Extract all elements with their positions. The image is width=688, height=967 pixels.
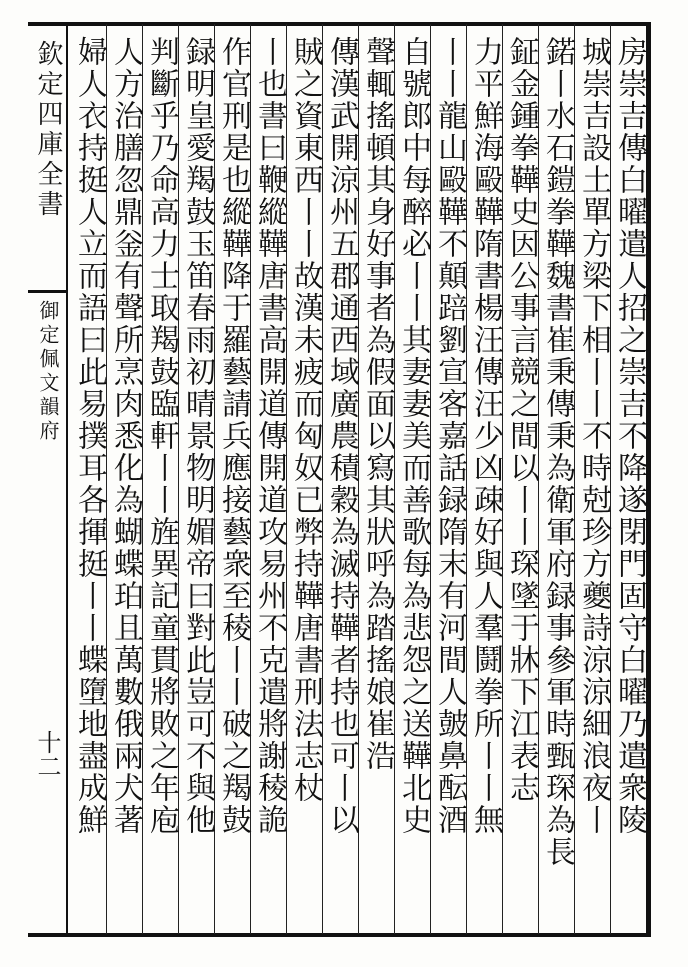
volume-title: 御定佩文韻府 xyxy=(36,300,60,444)
text-column: 傳漢武開涼州五郡通西域廣農積穀為滅持鞾者持也可丨以 xyxy=(324,36,359,836)
text-column: 人方治膳忽鼎釡有聲所烹肉悉化為蝴蝶珀且萬數俄兩犬著 xyxy=(108,36,143,836)
text-column: 賊之資東西丨丨故漢未疲而匈奴已弊持鞾唐書刑法志杖 xyxy=(288,36,323,804)
top-border xyxy=(28,22,648,26)
bottom-border xyxy=(28,933,648,937)
text-column: 鍩丨水石鎧拳鞾魏書崔秉傳秉為衛軍府録事參軍時甄琛為長 xyxy=(540,36,575,868)
text-column: 丨也書曰鞭縱鞾唐書高開道傳開道攻易州不克遣將謝稜詭 xyxy=(252,36,287,836)
text-column: 作官刑是也縱鞾降于羅藝請兵應接藝衆至稜丨丨破之羯鼓 xyxy=(216,36,251,836)
text-column: 丨丨龍山毆鞾不顛踣劉宣客嘉話録隋末有河間人皷鼻酝酒 xyxy=(432,36,467,836)
page-number: 十二 xyxy=(33,730,61,778)
text-column: 房崇吉傳白曜遣人招之崇吉不降遂閉門固守白曜乃遣衆陵 xyxy=(612,36,647,836)
text-column: 力平鮮海毆鞾隋書楊汪傳汪少凶疎好與人羣鬪拳所丨丨無 xyxy=(468,36,503,836)
text-column: 聲輒搖頓其身好事者為假面以寫其狀呼為踏搖娘崔浩 xyxy=(360,36,395,772)
text-column: 判斷乎乃命高力士取羯鼓臨軒丨丨旌異記童貫將敗之年庖 xyxy=(144,36,179,836)
text-column: 録明皇愛羯鼓玉笛春雨初晴景物明媚帝曰對此豈可不與他 xyxy=(180,36,215,836)
gutter-divider xyxy=(28,290,66,293)
book-title: 欽定四庫全書 xyxy=(33,40,63,220)
text-column: 鉦金鍾拳鞾史因公事言競之間以丨丨琛墜于牀下江表志 xyxy=(504,36,539,804)
text-column: 城崇吉設土單方梁下相丨丨不時尅珍方夔詩涼涼細浪夜丨 xyxy=(576,36,611,836)
text-column: 自號郎中每醉必丨丨其妻妻美而善歌每為悲怨之送鞾北史 xyxy=(396,36,431,836)
text-column: 婦人衣持挺人立而語曰此易撲耳各揮挺丨丨蝶墮地盡成鮮 xyxy=(72,36,107,836)
